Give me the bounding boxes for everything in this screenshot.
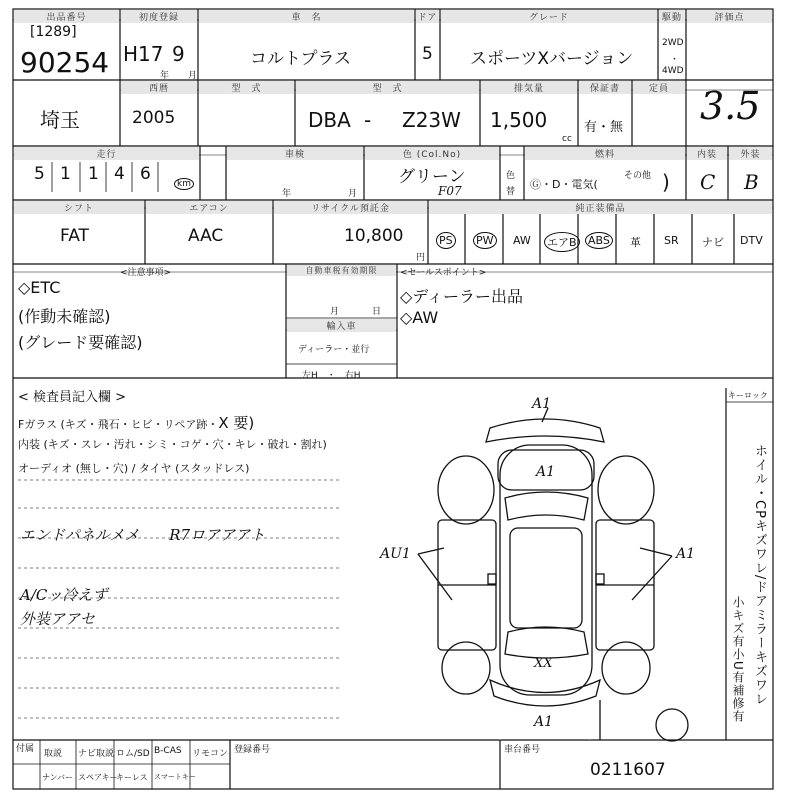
equipment-label: 純正装備品 <box>429 201 772 214</box>
handwritten-note-2: A/Cッ冷えず <box>20 586 108 604</box>
footer-rom-sd: ロム/SD <box>116 749 150 759</box>
footer-remote: リモコン <box>192 749 229 759</box>
recycle-fee: 10,800 <box>344 226 404 246</box>
mark-rear-bumper: XX <box>534 656 553 671</box>
drive-header: 駆動 <box>659 10 685 23</box>
glass-line: Fガラス (キズ・飛石・ヒビ・リペア跡・X 要) <box>18 414 255 432</box>
tax-day: 日 <box>372 307 382 317</box>
equip-navi: ナビ <box>702 236 724 249</box>
mark-front: A1 <box>532 396 552 412</box>
side-note-left: 小キズ有小U有補修有 <box>731 596 745 723</box>
inspection-month-unit: 月 <box>348 189 358 199</box>
displacement-label: 排気量 <box>481 81 577 94</box>
fuel-other: その他 <box>624 171 652 181</box>
drive-2wd: 2WD <box>662 38 684 48</box>
sales-line-2: ◇AW <box>400 308 439 327</box>
note-line-3: (グレード要確認) <box>18 333 143 352</box>
car-name: コルトプラス <box>250 49 351 69</box>
color-value: グリーン <box>398 167 466 187</box>
footer-spare-key: スペアキー <box>78 773 118 782</box>
note-line-1: ◇ETC <box>18 278 61 297</box>
sales-label: <セールスポイント> <box>400 268 487 278</box>
equip-sr: SR <box>664 234 679 247</box>
mark-right: A1 <box>676 546 696 562</box>
type-label: 型 式 <box>296 81 479 94</box>
exterior-grade: B <box>744 170 759 194</box>
handle-side: 左H ・ 右H <box>302 371 361 381</box>
inspection-year-unit: 年 <box>282 189 292 199</box>
model-code: Z23W <box>402 108 461 132</box>
first-reg-header: 初度登録 <box>121 10 197 23</box>
sales-line-1: ◇ディーラー出品 <box>400 287 524 306</box>
chassis-label: 車台番号 <box>504 745 541 755</box>
region: 埼玉 <box>40 108 80 132</box>
shift-value: FAT <box>60 226 89 246</box>
drive-4wd: 4WD <box>662 66 684 76</box>
lot-code: [1289] <box>30 24 77 40</box>
model-prefix: DBA <box>308 108 351 132</box>
recycle-label: リサイクル預託金 <box>274 201 427 214</box>
equip-pw: PW <box>473 232 497 249</box>
mileage-label: 走行 <box>14 147 199 160</box>
mileage-unit-km: km <box>174 178 194 190</box>
tax-valid-label: 自動車税有効期限 <box>287 265 396 276</box>
displacement: 1,500 <box>490 108 548 132</box>
year-label: 西暦 <box>121 81 197 94</box>
notes-label: <注意事項> <box>120 268 172 278</box>
score-value: 3.5 <box>700 84 761 128</box>
lot-number-header: 出品番号 <box>14 10 119 23</box>
equip-dtv: DTV <box>740 234 763 247</box>
mileage-digit-1: 5 <box>34 164 45 184</box>
equip-aw: AW <box>513 234 531 247</box>
interior-grade: C <box>700 170 716 194</box>
grade-value: スポーツXバージョン <box>470 49 634 69</box>
model-dash: - <box>364 108 372 132</box>
fuel-label: 燃料 <box>525 147 685 160</box>
equip-ps: PS <box>436 232 456 249</box>
mileage-digit-4: 4 <box>114 164 125 184</box>
mark-left: AU1 <box>380 546 411 562</box>
warranty-value: 有・無 <box>584 120 624 135</box>
mileage-digit-5: 6 <box>140 164 151 184</box>
score-header: 評価点 <box>687 10 772 23</box>
fuel-close: ) <box>662 170 670 194</box>
color-code: F07 <box>438 184 462 198</box>
reg-label: 型 式 <box>199 81 294 94</box>
footer-manual: 取説 <box>44 749 63 759</box>
keyless-label: キーロック <box>728 391 768 400</box>
handwritten-note-1: エンドパネルメメ R7ロアアアト <box>20 526 266 544</box>
year-unit: 年 <box>160 71 170 81</box>
month-unit: 月 <box>188 71 198 81</box>
door-header: ドア <box>416 10 439 23</box>
footer-bcas: B-CAS <box>154 746 182 756</box>
inspector-title: < 検査員記入欄 > <box>18 390 127 405</box>
mark-rear: A1 <box>534 714 554 730</box>
handwritten-note-3: 外装アアセ <box>20 610 95 628</box>
capacity-label: 定員 <box>633 81 685 94</box>
shift-label: シフト <box>14 201 144 214</box>
reg-number-label: 登録番号 <box>234 745 271 755</box>
grade-header: グレード <box>441 10 657 23</box>
equip-abs: ABS <box>585 232 613 249</box>
warranty-label: 保証書 <box>579 81 631 94</box>
mileage-digit-3: 1 <box>88 164 99 184</box>
footer-navi-manual: ナビ取説 <box>78 749 115 759</box>
dealer-parallel: ディーラー・並行 <box>298 345 370 355</box>
audio-line: オーディオ (無し・穴) / タイヤ (スタッドレス) <box>18 462 250 475</box>
car-name-header: 車 名 <box>199 10 414 23</box>
note-line-2: (作動未確認) <box>18 307 111 326</box>
era-year: H17 <box>123 42 164 66</box>
chassis-number: 0211607 <box>590 760 666 780</box>
aircon-label: エアコン <box>146 201 272 214</box>
interior-line: 内装 (キズ・スレ・汚れ・シミ・コゲ・穴・キレ・破れ・割れ) <box>18 438 327 451</box>
footer-row-label: 付属 <box>16 744 35 754</box>
aircon-value: AAC <box>188 226 224 246</box>
color-label: 色 (Col.No) <box>365 147 499 160</box>
footer-smart-key: スマートキー <box>154 773 196 781</box>
model-year: 2005 <box>132 108 176 128</box>
door-count: 5 <box>422 44 433 64</box>
tax-month: 月 <box>330 307 340 317</box>
change-char: 替 <box>506 187 516 197</box>
equip-leather: 革 <box>630 236 641 249</box>
inspection-label: 車検 <box>227 147 363 160</box>
drive-dot: ・ <box>670 55 680 65</box>
mileage-digit-2: 1 <box>60 164 71 184</box>
yen-unit: 円 <box>416 253 426 263</box>
interior-label: 内装 <box>687 147 727 160</box>
color-char: 色 <box>506 171 516 181</box>
lot-number: 90254 <box>20 46 110 79</box>
mark-hood: A1 <box>536 464 556 480</box>
side-note-right: ホイル・CPキズワレ/ドアミラーキズワレ <box>752 444 767 707</box>
reg-month: 9 <box>172 42 185 66</box>
fuel-options: Ⓖ・D・電気( <box>530 178 598 191</box>
exterior-label: 外装 <box>729 147 772 160</box>
equip-airbag: エアB <box>544 232 580 252</box>
footer-keyless: キーレス <box>116 773 148 782</box>
footer-number-plate: ナンバー <box>42 773 74 782</box>
import-label: 輸入車 <box>287 319 396 332</box>
cc-unit: cc <box>562 134 572 144</box>
